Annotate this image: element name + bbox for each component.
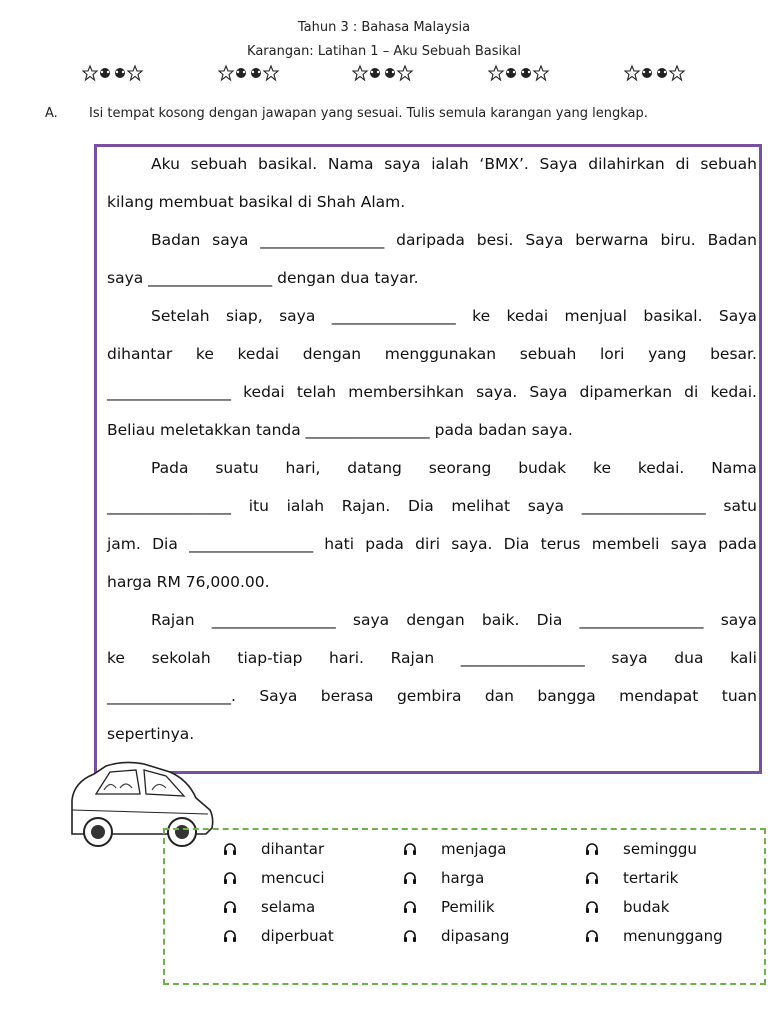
essay-word: dihantar [107,345,173,363]
essay-line [107,648,757,668]
star-ornament [82,64,146,82]
word-bank-word: selama [261,898,316,916]
essay-word: menggunakan [384,345,497,363]
essay-line [107,572,757,592]
essay-word: dengan [302,345,362,363]
answer-blank: ________________ [260,231,385,249]
word-bank-word: budak [623,898,670,916]
essay-word: tuan [721,687,757,705]
word-bank-word: menunggang [623,927,723,945]
instruction [45,106,648,121]
essay-word: saya. [451,535,493,553]
essay-word: ‘BMX’. [479,155,529,173]
essay-word: di [684,383,699,401]
essay-word: ke [195,345,214,363]
headphones-icon [403,900,417,914]
word-bank-word: tertarik [623,869,679,887]
essay-word: Rajan [390,649,435,667]
essay-word: saya [527,497,565,515]
essay-word: basikal. [643,307,703,325]
word-bank-item [403,840,506,858]
essay-word: baik. [481,611,520,629]
essay-word: basikal. [257,155,318,173]
star-ornament [624,64,688,82]
star-divider [0,64,768,84]
essay-word: Dia [407,497,434,515]
essay-word: Badan [151,231,201,249]
essay-word: sepertinya. [107,725,195,743]
essay-word: pada [718,535,757,553]
essay-line [107,192,757,212]
essay-word: Saya [529,383,568,401]
essay-word: saya. [476,383,518,401]
essay-word: melihat [451,497,511,515]
essay-line [107,686,757,706]
essay-word: ke [472,307,491,325]
word-bank [163,828,766,985]
word-bank-item [223,840,324,858]
essay-word: pada [365,535,404,553]
worksheet-subject-title: Tahun 3 : Bahasa Malaysia [297,20,471,35]
essay-line [151,154,757,174]
essay-word: ialah [286,497,325,515]
word-bank-item [403,869,484,887]
star-ornament [352,64,416,82]
essay-word: Dia [503,535,530,553]
instruction-number: A. [45,106,58,121]
essay-word: ialah [431,155,469,173]
essay-word: menjual [564,307,627,325]
essay-word: ke [107,649,125,667]
answer-blank: ________________. [107,687,236,705]
essay-word: ke [593,459,611,477]
essay-word: biru. [660,231,696,249]
essay-word: Dia [152,535,178,553]
essay-word: Setelah [151,307,210,325]
essay-word: kali [730,649,757,667]
essay-word: dua [674,649,704,667]
essay-word: lori [599,345,625,363]
essay-word: Aku [151,155,180,173]
essay-word: Saya [718,307,757,325]
essay-word: hati [324,535,355,553]
word-bank-word: dipasang [441,927,510,945]
answer-blank: ________________ [211,611,336,629]
word-bank-item [585,840,697,858]
essay-word: dilahirkan [588,155,665,173]
headphones-icon [223,929,237,943]
essay-word: kedai [243,383,285,401]
word-bank-item [223,927,334,945]
essay-word: harga RM 76,000.00. [107,573,270,591]
answer-blank: ________________ [107,383,231,401]
answer-blank: ________________ [579,611,704,629]
answer-blank: ________________ [107,497,231,515]
essay-word: hari. [329,649,364,667]
essay-word: datang [347,459,402,477]
essay-word: saya [279,307,316,325]
word-bank-word: harga [441,869,485,887]
essay-line [107,420,757,440]
word-bank-word: dihantar [261,840,325,858]
essay-word: saya [720,611,757,629]
essay-word: sebuah [519,345,577,363]
star-ornament [488,64,552,82]
word-bank-item [585,898,669,916]
essay-line [151,306,757,326]
essay-word: suatu [215,459,259,477]
word-bank-item [403,898,495,916]
essay-word: Rajan. [341,497,391,515]
essay-word: berasa [320,687,374,705]
essay-word: mendapat [619,687,699,705]
essay-word: daripada [396,231,465,249]
headphones-icon [585,929,599,943]
essay-word: bangga [537,687,596,705]
essay-word: itu [248,497,269,515]
headphones-icon [403,929,417,943]
essay-line [151,610,757,630]
answer-blank: ________________ [460,649,585,667]
essay-word: siap, [226,307,263,325]
essay-word: saya ________________ dengan dua tayar. [107,269,419,287]
essay-word: Rajan [151,611,195,629]
essay-word: saya [670,535,707,553]
essay-line [107,724,757,744]
answer-blank: ________________ [331,307,456,325]
essay-word: sebuah [190,155,248,173]
essay-line [107,496,757,516]
word-bank-item [223,869,325,887]
essay-word: Beliau meletakkan tanda ________________ pada badan saya. [107,421,573,439]
essay-word: dengan [406,611,465,629]
essay-line [107,382,757,402]
essay-word: dan [484,687,515,705]
essay-word: Nama [327,155,374,173]
essay-line [151,230,757,250]
essay-word: budak [518,459,567,477]
answer-blank: ________________ [189,535,314,553]
headphones-icon [585,842,599,856]
essay-word: Dia [536,611,563,629]
essay-word: jam. [107,535,141,553]
essay-word: diri [415,535,440,553]
essay-word: Nama [711,459,757,477]
essay-line [107,268,757,288]
essay-word: kilang membuat basikal di Shah Alam. [107,193,406,211]
essay-line [107,344,757,364]
essay-word: Saya [539,155,578,173]
essay-word: kedai [237,345,280,363]
essay-box [94,144,762,774]
essay-line [107,534,757,554]
answer-blank: ________________ [581,497,706,515]
essay-word: yang [648,345,687,363]
essay-word: berwarna [575,231,649,249]
essay-word: hari, [285,459,321,477]
headphones-icon [403,871,417,885]
essay-word: besi. [476,231,514,249]
headphones-icon [585,871,599,885]
instruction-text: Isi tempat kosong dengan jawapan yang sesuai. Tulis semula karangan yang lengkap. [89,106,648,121]
essay-word: Saya [259,687,298,705]
essay-word: sebuah [700,155,757,173]
essay-word: membeli [591,535,660,553]
essay-word: kedai. [710,383,757,401]
essay-word: saya [352,611,390,629]
essay-word: besar. [710,345,757,363]
word-bank-word: mencuci [261,869,325,887]
essay-word: saya [384,155,421,173]
essay-word: kedai. [637,459,685,477]
word-bank-word: Pemilik [441,898,495,916]
essay-word: terus [540,535,581,553]
word-bank-word: seminggu [623,840,697,858]
headphones-icon [223,900,237,914]
word-bank-item [585,927,723,945]
essay-word: saya [611,649,648,667]
word-bank-word: menjaga [441,840,507,858]
essay-word: telah [296,383,337,401]
essay-word: kedai [506,307,549,325]
essay-word: Pada [151,459,189,477]
word-bank-item [223,898,315,916]
essay-word: di [675,155,690,173]
essay-word: gembira [396,687,462,705]
word-bank-item [585,869,678,887]
essay-word: saya [212,231,249,249]
word-bank-word: diperbuat [261,927,334,945]
headphones-icon [223,842,237,856]
worksheet-essay-title: Karangan: Latihan 1 – Aku Sebuah Basikal [247,44,521,59]
essay-word: sekolah [151,649,211,667]
star-ornament [218,64,282,82]
essay-word: dipamerkan [579,383,673,401]
essay-word: Saya [525,231,564,249]
essay-word: seorang [428,459,492,477]
word-bank-item [403,927,509,945]
essay-word: Badan [707,231,757,249]
essay-word: satu [723,497,757,515]
headphones-icon [585,900,599,914]
essay-word: tiap-tiap [237,649,303,667]
essay-word: membersihkan [348,383,464,401]
headphones-icon [403,842,417,856]
essay-line [151,458,757,478]
headphones-icon [223,871,237,885]
